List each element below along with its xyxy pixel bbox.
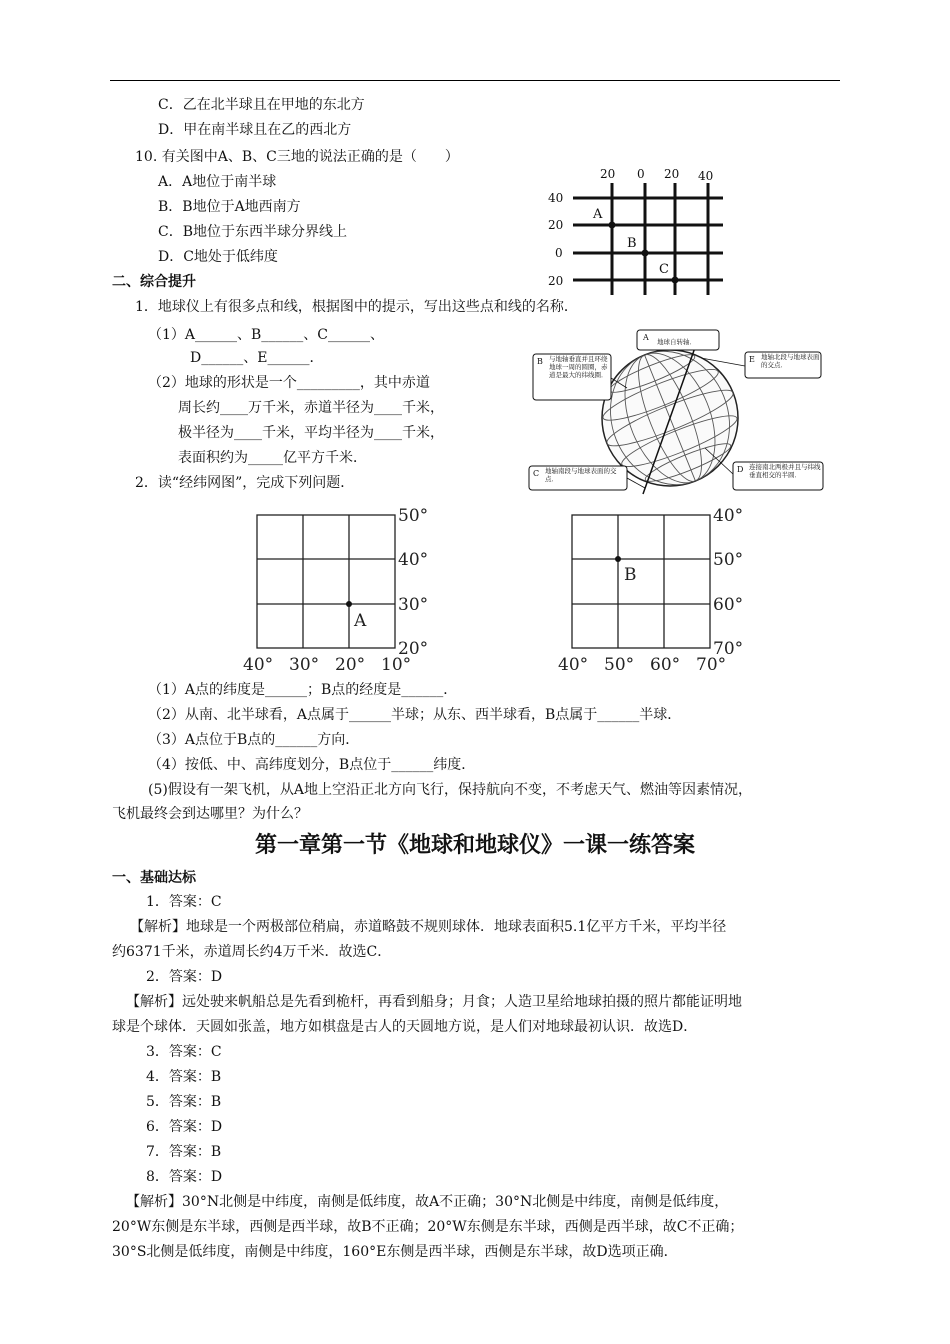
s2q1-part2b: 周长约____万千米，赤道半径为____千米， — [178, 400, 444, 416]
globe-text-d: 连接南北两极并且与纬线垂直相交的半圆． — [749, 463, 821, 479]
q10-point-a — [609, 222, 616, 229]
q10-label-b: B — [627, 236, 637, 251]
globe-figure — [525, 328, 825, 496]
answer-2-exp-2: 球是个球体．天圆如张盖，地方如棋盘是古人的天圆地方说，是人们对地球最初认识．故选D． — [112, 1019, 698, 1035]
answer-2-exp-1: 【解析】远处驶来帆船总是先看到桅杆，再看到船身；月食；人造卫星给地球拍摄的照片都能证明地 — [126, 994, 742, 1010]
grid-a-lat-label: 20° — [398, 639, 429, 659]
globe-label-b: B — [537, 357, 543, 366]
globe-label-c: C — [533, 469, 540, 478]
grid-b-lon-label: 40° — [558, 655, 589, 675]
answer-1: 1．答案：C — [146, 894, 222, 910]
q10-label-c: C — [659, 262, 669, 277]
q10-left-label: 40 — [548, 191, 564, 205]
s2q2-part4: （4）按低、中、高纬度划分，B点位于______纬度． — [148, 757, 476, 773]
answer-8-exp-1: 【解析】30°N北侧是中纬度，南侧是低纬度，故A不正确；30°N北侧是中纬度，南侧是低纬度， — [126, 1194, 729, 1210]
q10-option-b: B．B地位于A地西南方 — [158, 199, 301, 215]
q9-option-d: D．甲在南半球且在乙的西北方 — [158, 122, 352, 138]
grid-b-lat-label: 50° — [713, 550, 744, 570]
q10-option-a: A．A地位于南半球 — [158, 174, 277, 190]
grid-a-lon-label: 10° — [381, 655, 412, 675]
header-rule — [110, 80, 840, 81]
grid-a-point — [346, 601, 352, 607]
q10-stem: 10. 有关图中A、B、C三地的说法正确的是（ ） — [135, 149, 459, 165]
globe-text-e: 地轴北段与地球表面的交点． — [761, 353, 820, 369]
answer-8-exp-3: 30°S北侧是低纬度，南侧是中纬度，160°E东侧是西半球，西侧是东半球，故D选项正确． — [112, 1244, 678, 1260]
grid-a-lon-label: 40° — [243, 655, 274, 675]
answers-section-1: 一、基础达标 — [112, 870, 196, 886]
s2q1-part2a: （2）地球的形状是一个_________，其中赤道 — [148, 375, 430, 391]
grid-b-figure — [555, 500, 765, 678]
globe-text-b: 与地轴垂直并且环绕地球一周的圆圈，赤道是最大的纬线圈． — [549, 355, 608, 379]
grid-a-lon-label: 30° — [289, 655, 320, 675]
q10-left-label: 0 — [555, 246, 563, 260]
answer-8: 8．答案：D — [146, 1169, 223, 1185]
q10-top-label: 40 — [698, 169, 714, 183]
answer-8-exp-2: 20°W东侧是东半球，西侧是西半球，故B不正确；20°W东侧是东半球，西侧是西半球，故C不正确； — [112, 1219, 744, 1235]
q10-top-label: 0 — [637, 167, 645, 181]
answer-3: 3．答案：C — [146, 1044, 222, 1060]
q10-point-c — [672, 277, 679, 284]
grid-b-lat-label: 70° — [713, 639, 744, 659]
section-2-heading: 二、综合提升 — [112, 274, 196, 290]
q10-option-c: C．B地位于东西半球分界线上 — [158, 224, 347, 240]
grid-b-point-label: B — [624, 565, 637, 585]
s2q1-part1a: （1）A______、B______、C______、 — [148, 327, 385, 343]
answer-7: 7．答案：B — [146, 1144, 222, 1160]
q10-left-label: 20 — [548, 218, 564, 232]
grid-a-lat-label: 50° — [398, 506, 429, 526]
answer-6: 6．答案：D — [146, 1119, 223, 1135]
grid-a-lat-label: 30° — [398, 595, 429, 615]
s2q2-part2: （2）从南、北半球看，A点属于______半球；从东、西半球看，B点属于______半球． — [148, 707, 682, 723]
globe-text-a: 地球自转轴． — [657, 338, 696, 346]
s2q1-stem: 1．地球仪上有很多点和线，根据图中的提示，写出这些点和线的名称． — [135, 299, 578, 315]
s2q2-stem: 2．读“经纬网图”，完成下列问题． — [135, 475, 355, 491]
globe-label-e: E — [749, 355, 755, 364]
s2q2-part5b: 飞机最终会到达哪里？为什么？ — [112, 806, 308, 822]
s2q2-part3: （3）A点位于B点的______方向． — [148, 732, 360, 748]
answer-1-exp-1: 【解析】地球是一个两极部位稍扁，赤道略鼓不规则球体．地球表面积5.1亿平方千米，平均半径 — [130, 919, 727, 935]
grid-a-lon-label: 20° — [335, 655, 366, 675]
q10-left-label: 20 — [548, 274, 564, 288]
answer-4: 4．答案：B — [146, 1069, 222, 1085]
grid-b-lat-label: 60° — [713, 595, 744, 615]
q10-point-b — [642, 250, 649, 257]
grid-a-figure — [240, 500, 440, 678]
q9-option-c: C．乙在北半球且在甲地的东北方 — [158, 97, 365, 113]
q10-top-label: 20 — [600, 167, 616, 181]
globe-label-a: A — [643, 333, 649, 342]
s2q1-part2d: 表面积约为_____亿平方千米． — [178, 450, 367, 466]
grid-b-lon-label: 70° — [696, 655, 727, 675]
grid-a-point-label: A — [354, 611, 367, 631]
q10-grid-lines — [573, 183, 723, 295]
q10-grid-figure — [545, 165, 725, 297]
q10-option-d: D．C地处于低纬度 — [158, 249, 278, 265]
s2q1-part2c: 极半径为____千米，平均半径为____千米， — [178, 425, 444, 441]
s2q1-part1b: D______、E______． — [190, 350, 324, 366]
q10-top-label: 20 — [664, 167, 680, 181]
globe-text-c: 地轴南段与地球表面的交点． — [545, 467, 617, 483]
grid-b-lon-label: 60° — [650, 655, 681, 675]
answer-5: 5．答案：B — [146, 1094, 222, 1110]
s2q2-part1: （1）A点的纬度是______；B点的经度是______． — [148, 682, 458, 698]
answers-title: 第一章第一节《地球和地球仪》一课一练答案 — [254, 833, 695, 858]
q10-label-a: A — [593, 207, 603, 222]
grid-b-point — [615, 556, 621, 562]
answer-1-exp-2: 约6371千米，赤道周长约4万千米．故选C． — [112, 944, 392, 960]
grid-b-lat-label: 40° — [713, 506, 744, 526]
grid-b-lon-label: 50° — [604, 655, 635, 675]
globe-label-d: D — [737, 465, 744, 474]
answer-2: 2．答案：D — [146, 969, 223, 985]
s2q2-part5a: (5)假设有一架飞机，从A地上空沿正北方向飞行，保持航向不变，不考虑天气、燃油等因素情况， — [148, 782, 752, 798]
grid-a-lat-label: 40° — [398, 550, 429, 570]
